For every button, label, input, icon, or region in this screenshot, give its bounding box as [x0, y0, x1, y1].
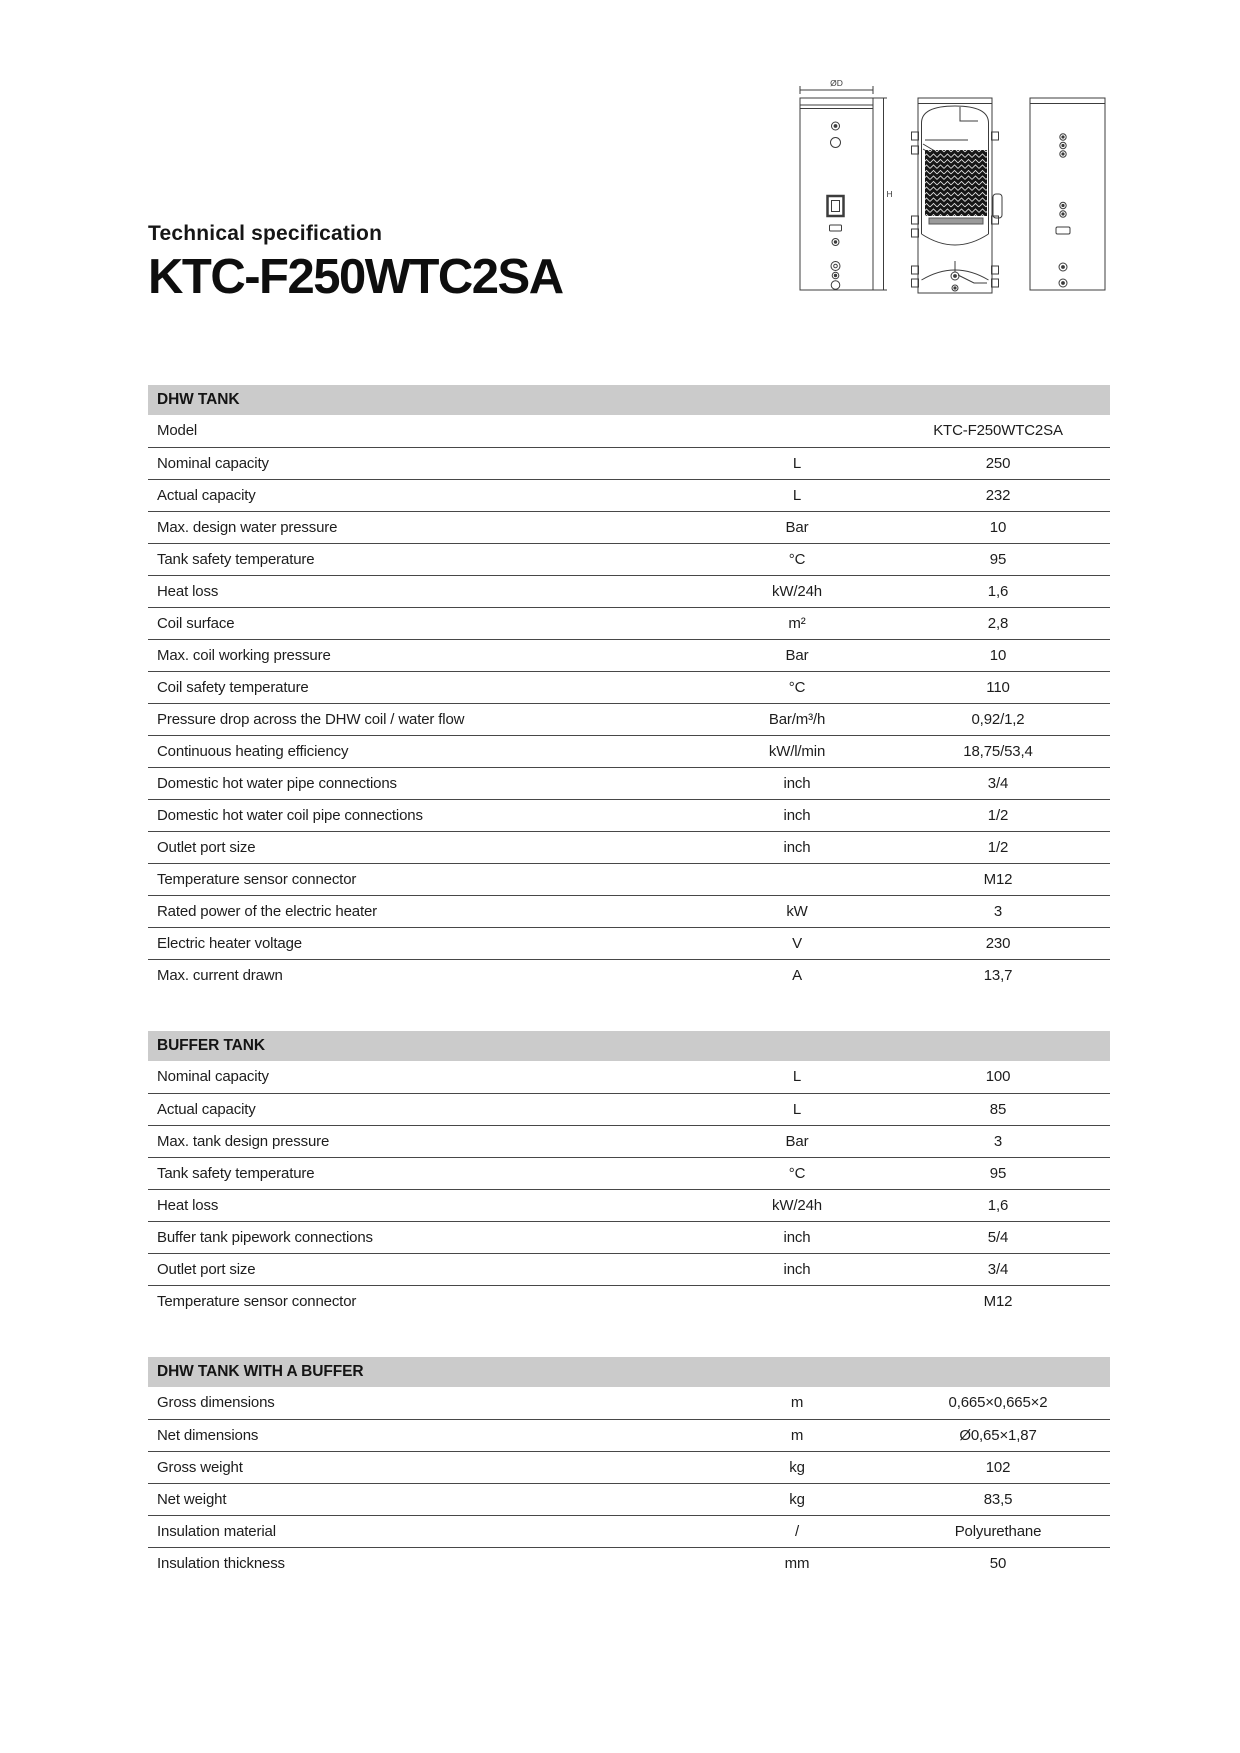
table-row: [148, 1285, 1110, 1317]
spec-value: 3: [886, 895, 1110, 927]
spec-label: Coil safety temperature: [148, 671, 708, 703]
spec-label: Actual capacity: [148, 1093, 708, 1125]
spec-unit: m: [708, 1419, 886, 1451]
table-row: [148, 703, 1110, 735]
table-row: [148, 799, 1110, 831]
spec-label: Gross dimensions: [148, 1387, 708, 1419]
spec-label: Max. coil working pressure: [148, 639, 708, 671]
spec-value: 0,92/1,2: [886, 703, 1110, 735]
spec-label: Outlet port size: [148, 831, 708, 863]
spec-value: KTC-F250WTC2SA: [886, 415, 1110, 447]
spec-value: 3/4: [886, 1253, 1110, 1285]
spec-value: 250: [886, 447, 1110, 479]
spec-value: Ø0,65×1,87: [886, 1419, 1110, 1451]
table-row: [148, 447, 1110, 479]
table-row: [148, 863, 1110, 895]
spec-unit: L: [708, 479, 886, 511]
table-row: [148, 927, 1110, 959]
section-header: DHW TANK: [148, 385, 1110, 415]
tank-drawings: [790, 76, 1120, 296]
spec-table: [148, 415, 1110, 991]
spec-unit: kg: [708, 1451, 886, 1483]
table-row: [148, 1189, 1110, 1221]
spec-unit: kW: [708, 895, 886, 927]
spec-unit: /: [708, 1515, 886, 1547]
table-row: [148, 479, 1110, 511]
table-row: [148, 575, 1110, 607]
table-row: [148, 1451, 1110, 1483]
spec-unit: [708, 1285, 886, 1317]
spec-label: Max. current drawn: [157, 966, 283, 984]
spec-label: Pressure drop across the DHW coil / water flow: [148, 703, 708, 735]
spec-label: Tank safety temperature: [148, 543, 708, 575]
spec-value: 5/4: [886, 1221, 1110, 1253]
spec-unit: °C: [708, 543, 886, 575]
section-header: DHW TANK WITH A BUFFER: [148, 1357, 1110, 1387]
spec-unit: mm: [784, 1554, 810, 1572]
spec-label: Actual capacity: [148, 479, 708, 511]
table-row: [148, 511, 1110, 543]
page-subtitle: Technical specification: [148, 222, 383, 245]
spec-label: Outlet port size: [148, 1253, 708, 1285]
spec-value: 83,5: [886, 1483, 1110, 1515]
table-row: [148, 671, 1110, 703]
spec-value: 2,8: [886, 607, 1110, 639]
spec-table-section: [148, 1031, 1110, 1317]
table-row: [148, 767, 1110, 799]
spec-value: 110: [886, 671, 1110, 703]
spec-value: 100: [886, 1061, 1110, 1093]
spec-unit: m: [708, 1387, 886, 1419]
spec-unit: °C: [708, 1157, 886, 1189]
spec-unit: A: [792, 966, 802, 984]
spec-unit: inch: [708, 831, 886, 863]
spec-unit: inch: [708, 799, 886, 831]
spec-label: Continuous heating efficiency: [148, 735, 708, 767]
spec-unit: L: [708, 1093, 886, 1125]
spec-value: 95: [886, 543, 1110, 575]
spec-unit: kg: [708, 1483, 886, 1515]
spec-value: 232: [886, 479, 1110, 511]
table-row: [148, 1515, 1110, 1547]
spec-unit: inch: [708, 1221, 886, 1253]
spec-unit: inch: [708, 767, 886, 799]
section-header: BUFFER TANK: [148, 1031, 1110, 1061]
spec-table: [148, 1061, 1110, 1317]
spec-label: Max. tank design pressure: [148, 1125, 708, 1157]
table-row: [148, 607, 1110, 639]
table-row: [148, 543, 1110, 575]
table-row: [148, 1419, 1110, 1451]
spec-unit: L: [708, 447, 886, 479]
table-row: [148, 1483, 1110, 1515]
spec-unit: Bar: [708, 1125, 886, 1157]
spec-value: 1/2: [886, 831, 1110, 863]
spec-unit: Bar/m³/h: [708, 703, 886, 735]
spec-table-section: [148, 1357, 1110, 1579]
spec-label: Tank safety temperature: [148, 1157, 708, 1189]
spec-unit: V: [708, 927, 886, 959]
table-row: [148, 1221, 1110, 1253]
table-row: [148, 959, 1110, 991]
tank-rear-view-drawing: [1030, 98, 1105, 290]
spec-value: M12: [886, 863, 1110, 895]
spec-unit: inch: [708, 1253, 886, 1285]
spec-value: 85: [886, 1093, 1110, 1125]
spec-label: Heat loss: [148, 575, 708, 607]
spec-table-section: [148, 385, 1110, 991]
tank-front-view-drawing: [800, 78, 893, 290]
spec-value: 230: [886, 927, 1110, 959]
spec-value: 102: [886, 1451, 1110, 1483]
table-row: [148, 1093, 1110, 1125]
spec-label: Max. design water pressure: [148, 511, 708, 543]
diameter-dimension-label: ØD: [830, 78, 843, 88]
spec-label: Model: [148, 415, 708, 447]
tank-cross-section-drawing: [912, 98, 1003, 293]
spec-value: 1,6: [886, 575, 1110, 607]
spec-label: Net weight: [148, 1483, 708, 1515]
spec-unit: Bar: [708, 511, 886, 543]
table-row: [148, 1061, 1110, 1093]
table-row: [148, 895, 1110, 927]
spec-label: Electric heater voltage: [148, 927, 708, 959]
spec-value: 3/4: [886, 767, 1110, 799]
spec-value: 1/2: [886, 799, 1110, 831]
spec-label: Insulation thickness: [157, 1554, 285, 1572]
spec-tables: [148, 385, 1110, 1579]
spec-label: Heat loss: [148, 1189, 708, 1221]
spec-label: Buffer tank pipework connections: [148, 1221, 708, 1253]
spec-label: Coil surface: [148, 607, 708, 639]
table-row: [148, 1125, 1110, 1157]
table-row: [148, 415, 1110, 447]
spec-unit: Bar: [708, 639, 886, 671]
spec-unit: m²: [708, 607, 886, 639]
spec-unit: [708, 415, 886, 447]
spec-value: 10: [886, 511, 1110, 543]
spec-label: Nominal capacity: [148, 447, 708, 479]
spec-unit: kW/24h: [708, 575, 886, 607]
spec-value: 0,665×0,665×2: [886, 1387, 1110, 1419]
spec-unit: kW/l/min: [708, 735, 886, 767]
page-title: KTC-F250WTC2SA: [148, 250, 563, 304]
spec-label: Gross weight: [148, 1451, 708, 1483]
spec-value: 3: [886, 1125, 1110, 1157]
spec-label: Insulation material: [148, 1515, 708, 1547]
spec-value: 95: [886, 1157, 1110, 1189]
spec-unit: L: [708, 1061, 886, 1093]
spec-table: [148, 1387, 1110, 1579]
tank-drawings-svg: [790, 76, 1120, 296]
table-row: [148, 1387, 1110, 1419]
spec-label: Nominal capacity: [148, 1061, 708, 1093]
table-row: [148, 1253, 1110, 1285]
spec-label: Net dimensions: [148, 1419, 708, 1451]
spec-label: Domestic hot water coil pipe connections: [148, 799, 708, 831]
spec-value: 18,75/53,4: [886, 735, 1110, 767]
table-row: [148, 831, 1110, 863]
spec-value: 13,7: [983, 966, 1013, 984]
spec-label: Temperature sensor connector: [157, 1292, 357, 1310]
height-dimension-label: H: [886, 189, 893, 199]
spec-value: 1,6: [886, 1189, 1110, 1221]
spec-unit: [708, 863, 886, 895]
spec-value: Polyurethane: [886, 1515, 1110, 1547]
table-row: [148, 1547, 1110, 1579]
table-row: [148, 735, 1110, 767]
spec-value: 50: [989, 1554, 1007, 1572]
spec-unit: °C: [708, 671, 886, 703]
spec-value: 10: [886, 639, 1110, 671]
spec-unit: kW/24h: [708, 1189, 886, 1221]
spec-label: Temperature sensor connector: [148, 863, 708, 895]
spec-label: Rated power of the electric heater: [148, 895, 708, 927]
title-block: [148, 222, 563, 305]
table-row: [148, 1157, 1110, 1189]
table-row: [148, 639, 1110, 671]
spec-label: Domestic hot water pipe connections: [148, 767, 708, 799]
spec-value: M12: [983, 1292, 1013, 1310]
